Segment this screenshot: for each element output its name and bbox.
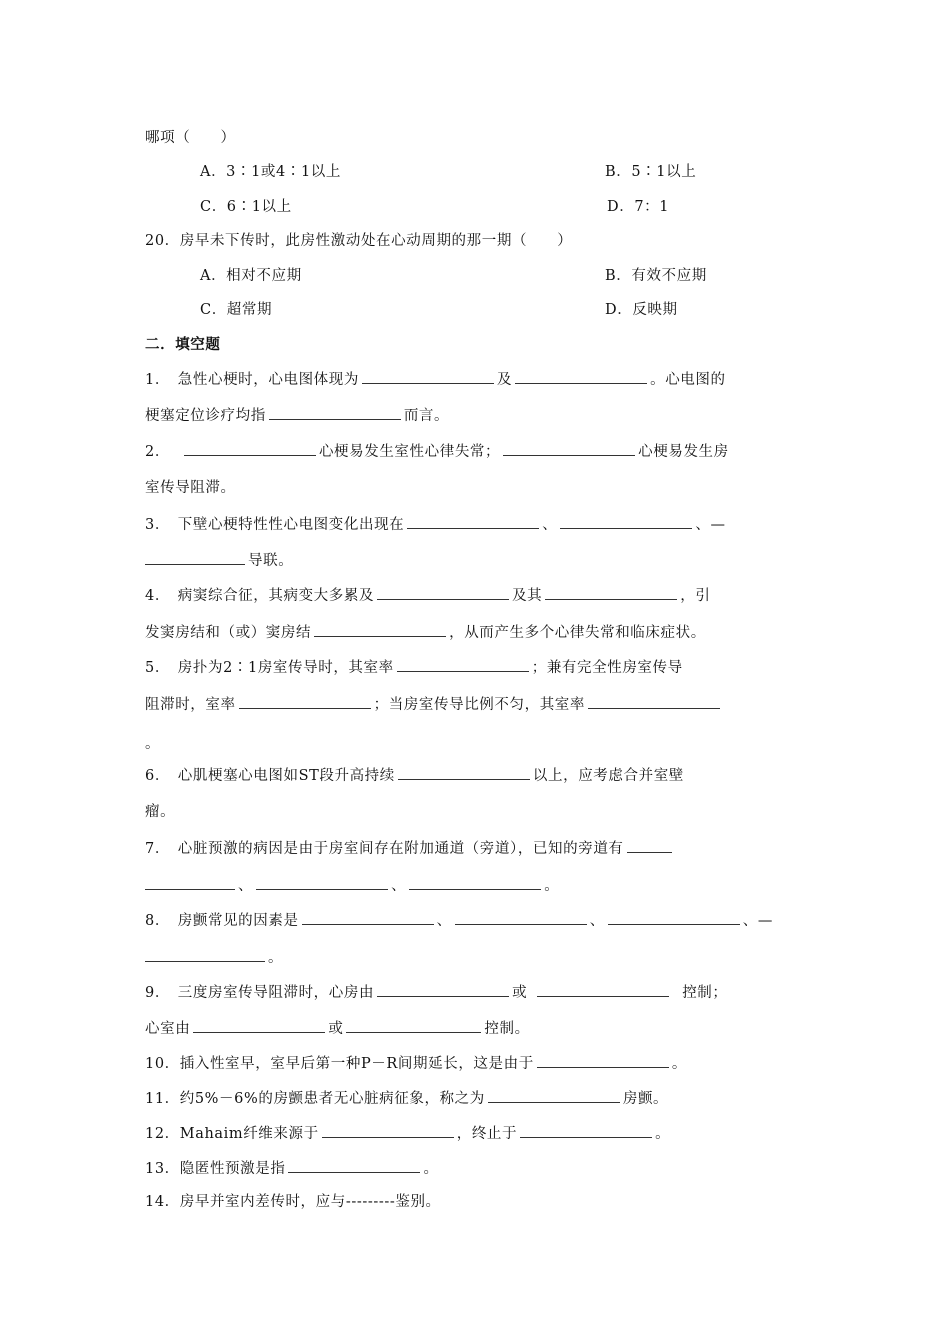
fill-5-text-b: ；兼有完全性房室传导 <box>531 660 683 676</box>
blank <box>314 622 446 637</box>
blank <box>239 694 371 709</box>
fill-1-text-b: 及 <box>496 372 513 388</box>
fill-6-line-2: 瘤。 <box>145 804 176 820</box>
fill-8-sep: 、 <box>589 913 605 929</box>
blank <box>488 1088 620 1103</box>
fill-3-sep: 、 <box>542 517 558 533</box>
blank <box>503 441 635 456</box>
fill-4-text-d: 发窦房结和（或）窦房结 <box>145 625 312 641</box>
fill-13-line <box>145 1158 807 1179</box>
blank <box>256 875 388 890</box>
blank <box>588 694 720 709</box>
fill-11-line <box>145 1088 807 1109</box>
fill-6-text-a: 6． 心肌梗塞心电图如ST段升高持续 <box>145 768 395 784</box>
fill-1-line-2 <box>145 405 807 426</box>
fill-4-line-2 <box>145 622 807 643</box>
blank <box>397 657 529 672</box>
fill-2-line-2: 室传导阻滞。 <box>145 480 236 496</box>
blank <box>377 585 509 600</box>
fill-7-text-b: 。 <box>544 878 560 894</box>
fill-7-line-1 <box>145 838 807 859</box>
fill-1-text-c: 。心电图的 <box>650 372 726 388</box>
fill-1-line-1 <box>145 369 807 390</box>
q19-option-d: D．7：1 <box>607 199 670 215</box>
fill-4-line-1 <box>145 585 807 606</box>
fill-9-text-c: 控制； <box>682 985 728 1001</box>
fill-9-text-b: 或 <box>512 985 528 1001</box>
fill-8-text-b: 。 <box>268 950 284 966</box>
fill-8-sep: 、 <box>436 913 452 929</box>
fill-12-text-c: 。 <box>655 1126 671 1142</box>
fill-5-text-c: 阻滞时，室率 <box>145 697 236 713</box>
fill-5-line-1 <box>145 657 807 678</box>
fill-8-line-2 <box>145 947 807 968</box>
blank <box>145 875 235 890</box>
blank <box>184 441 316 456</box>
fill-8-text-a: 8． 房颤常见的因素是 <box>145 913 299 929</box>
fill-4-text-b: 及其 <box>512 588 543 604</box>
blank <box>515 369 647 384</box>
fill-1-text-d: 梗塞定位诊疗均指 <box>145 408 266 424</box>
fill-3-line-2 <box>145 550 807 571</box>
fill-9-text-e: 或 <box>328 1021 344 1037</box>
fill-12-text-a: 12．Mahaim纤维来源于 <box>145 1126 319 1142</box>
q20-option-b: B．有效不应期 <box>605 268 707 284</box>
fill-2-text-c: 心梗易发生房 <box>638 444 729 460</box>
fill-2-text-b: 心梗易发生室性心律失常； <box>318 444 501 460</box>
fill-14-line: 14．房早并室内差传时，应与---------鉴别。 <box>145 1194 441 1210</box>
fill-7-sep: 、 <box>238 878 254 894</box>
q19-option-b: B．5∶1以上 <box>605 164 697 180</box>
fill-12-line <box>145 1123 807 1144</box>
blank <box>145 550 245 565</box>
fill-6-text-b: 以上，应考虑合并室壁 <box>532 768 684 784</box>
q19-option-a: A．3∶1或4∶1以上 <box>200 164 341 180</box>
q19-stem-tail: 哪项（ ） <box>145 130 236 146</box>
fill-9-line-2 <box>145 1018 807 1039</box>
fill-9-text-f: 控制。 <box>484 1021 530 1037</box>
blank <box>560 514 692 529</box>
blank <box>407 514 539 529</box>
fill-5-text-d: ；当房室传导比例不匀，其室率 <box>373 697 586 713</box>
blank <box>322 1123 454 1138</box>
blank <box>377 982 509 997</box>
fill-2-line-1 <box>145 441 807 462</box>
fill-7-sep: 、 <box>391 878 407 894</box>
fill-5-text-a: 5． 房扑为2∶1房室传导时，其室率 <box>145 660 394 676</box>
blank <box>145 947 265 962</box>
fill-8-sep: 、— <box>742 913 773 929</box>
fill-10-text-b: 。 <box>671 1056 687 1072</box>
blank <box>269 405 401 420</box>
fill-1-text-a: 1． 急性心梗时，心电图体现为 <box>145 372 359 388</box>
fill-13-text-a: 13．隐匿性预激是指 <box>145 1161 286 1177</box>
blank <box>409 875 541 890</box>
fill-8-line-1 <box>145 910 807 931</box>
blank <box>455 910 587 925</box>
blank <box>302 910 434 925</box>
blank <box>362 369 494 384</box>
q20-stem: 20．房早未下传时，此房性激动处在心动周期的那一期（ ） <box>145 233 573 249</box>
section-title: 二．填空题 <box>145 336 221 353</box>
blank <box>288 1158 420 1173</box>
q20-option-d: D．反映期 <box>605 302 678 318</box>
fill-7-line-2 <box>145 875 807 896</box>
fill-10-text-a: 10．插入性室早，室早后第一种P－R间期延长，这是由于 <box>145 1056 534 1072</box>
fill-3-line-1 <box>145 514 807 535</box>
fill-12-text-b: ，终止于 <box>456 1126 518 1142</box>
fill-13-text-b: 。 <box>423 1161 439 1177</box>
fill-11-text-a: 11．约5%－6%的房颤患者无心脏病征象，称之为 <box>145 1091 485 1107</box>
fill-6-line-1 <box>145 765 807 786</box>
blank <box>193 1018 325 1033</box>
blank <box>537 1053 669 1068</box>
fill-11-text-b: 房颤。 <box>622 1091 669 1107</box>
fill-5-line-2 <box>145 694 807 715</box>
fill-5-line-3: 。 <box>145 736 161 752</box>
blank <box>398 765 530 780</box>
fill-2-text-a: 2． <box>145 444 170 460</box>
fill-3-text-a: 3． 下壁心梗特性性心电图变化出现在 <box>145 517 405 533</box>
fill-7-text-a: 7． 心脏预激的病因是由于房室间存在附加通道（旁道），已知的旁道有 <box>145 841 624 857</box>
blank <box>346 1018 481 1033</box>
fill-3-text-b: 导联。 <box>248 553 294 569</box>
q20-option-a: A．相对不应期 <box>200 268 302 284</box>
fill-9-text-a: 9． 三度房室传导阻滞时，心房由 <box>145 985 375 1001</box>
fill-1-text-e: 而言。 <box>403 408 450 424</box>
fill-4-text-c: ，引 <box>680 588 711 604</box>
fill-9-text-d: 心室由 <box>145 1021 191 1037</box>
blank <box>627 838 672 853</box>
fill-9-line-1 <box>145 982 807 1003</box>
q19-option-c: C．6∶1以上 <box>200 199 292 215</box>
q20-option-c: C．超常期 <box>200 302 273 318</box>
blank <box>520 1123 652 1138</box>
blank <box>608 910 740 925</box>
fill-10-line <box>145 1053 807 1074</box>
fill-3-sep: 、— <box>695 517 726 533</box>
blank <box>537 982 669 997</box>
fill-4-text-e: ，从而产生多个心律失常和临床症状。 <box>449 625 706 641</box>
blank <box>545 585 677 600</box>
fill-4-text-a: 4． 病窦综合征，其病变大多累及 <box>145 588 375 604</box>
